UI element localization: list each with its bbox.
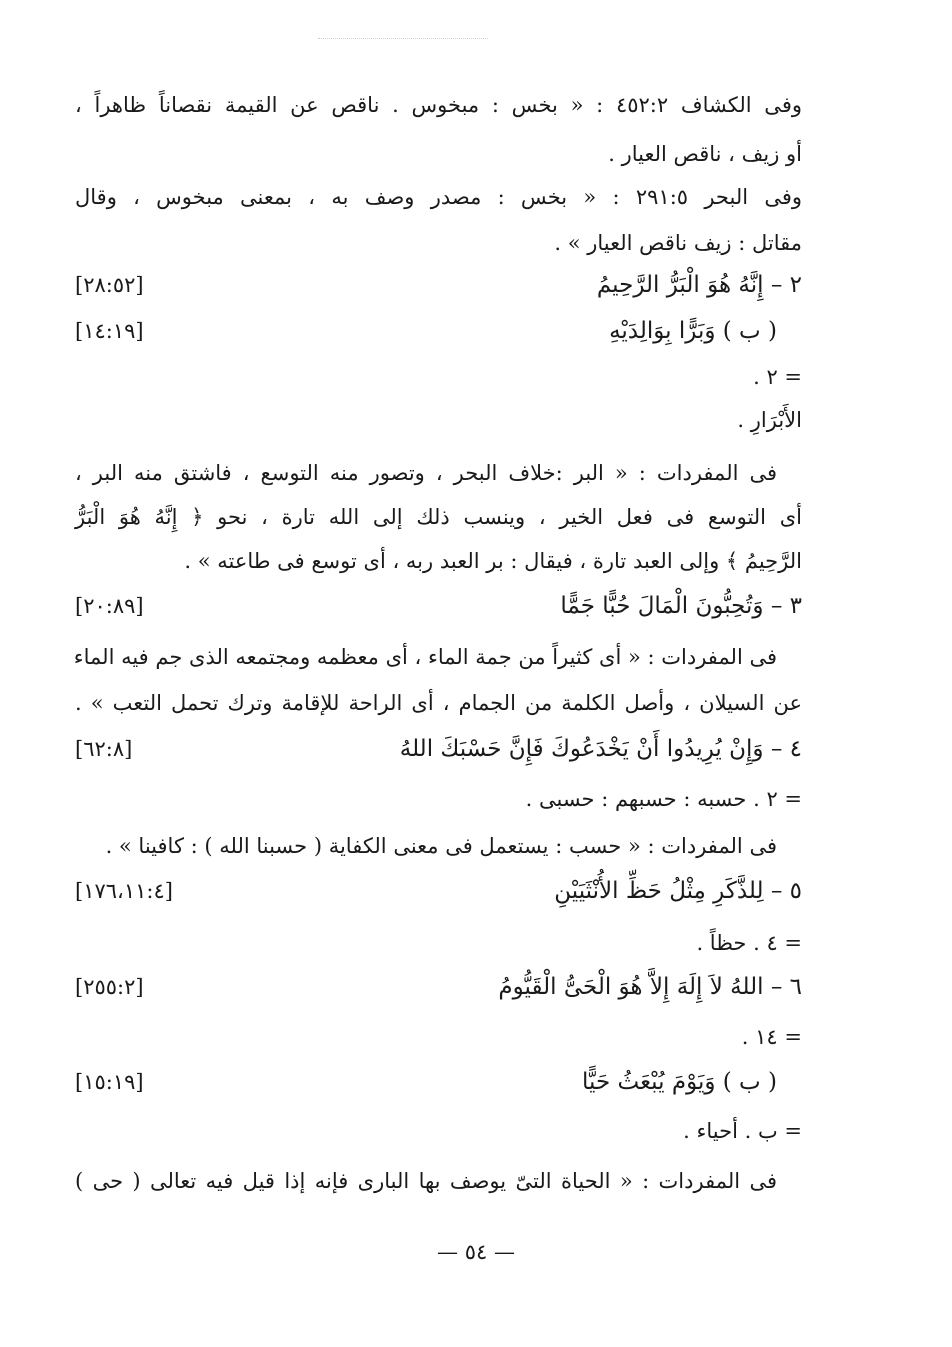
text-line: = ٤ . حظاً . <box>696 931 802 955</box>
verse-line: ٥ – لِلذَّكَرِ مِثْلُ حَظِّ الأُنْثَيَيْنِ <box>554 878 802 904</box>
verse-line: ٣ – وَتُحِبُّونَ الْمَالَ حُبًّا جَمًّا <box>560 593 802 619</box>
verse-line: ٦ – اللهُ لاَ إِلَهَ إِلاَّ هُوَ الْحَىُّ الْقَيُّومُ <box>498 974 802 1000</box>
text-line: أو زيف ، ناقص العيار . <box>608 142 802 166</box>
verse-reference: [٢٥٥:٢] <box>75 975 144 999</box>
verse-reference: [٦٢:٨] <box>75 737 133 761</box>
verse-reference: [١٤:١٩] <box>75 319 144 343</box>
text-line: = ب . أحياء . <box>683 1119 802 1143</box>
verse-reference: [١٧٦،١١:٤] <box>75 879 173 903</box>
text-line: فى المفردات : « حسب : يستعمل فى معنى الكفاية ( حسبنا الله ) : كافينا » . <box>105 834 777 858</box>
text-line: فى المفردات : « الحياة التىّ يوصف بها البارى فإنه إذا قيل فيه تعالى ( حى ) <box>75 1169 777 1193</box>
text-line: الأَبْرَارِ . <box>737 408 802 432</box>
verse-line: ٤ – وَإِنْ يُرِيدُوا أَنْ يَخْدَعُوكَ فَإِنَّ حَسْبَكَ اللهُ <box>399 736 802 762</box>
text-line: مقاتل : زيف ناقص العيار » . <box>554 231 802 255</box>
scan-mark <box>318 38 488 40</box>
verse-reference: [٢٨:٥٢] <box>75 273 144 297</box>
text-line: فى المفردات : « أى كثيراً من جمة الماء ، أى معظمه ومجتمعه الذى جم فيه الماء <box>73 645 777 669</box>
text-line: = ٢ . <box>753 365 802 389</box>
text-line: = ١٤ . <box>741 1025 802 1049</box>
text-line: = ٢ . حسبه : حسبهم : حسبى . <box>525 787 802 811</box>
text-line: فى المفردات : « البر :خلاف البحر ، وتصور منه التوسع ، فاشتق منه البر ، <box>75 461 777 485</box>
verse-line: ٢ – إِنَّهُ هُوَ الْبَرُّ الرَّحِيمُ <box>596 272 802 298</box>
text-line: عن السيلان ، وأصل الكلمة من الجمام ، أى الراحة للإقامة وترك تحمل التعب » . <box>75 691 802 715</box>
text-line: وفى البحر ٢٩١:٥ : « بخس : مصدر وصف به ، بمعنى مبخوس ، وقال <box>75 185 803 209</box>
page-number: — ٥٤ — <box>437 1240 515 1264</box>
verse-reference: [٢٠:٨٩] <box>75 594 144 618</box>
text-line: الرَّحِيمُ ﴾ وإلى العبد تارة ، فيقال : بر العبد ربه ، أى توسع فى طاعته » . <box>184 549 802 573</box>
verse-line: ( ب ) وَيَوْمَ يُبْعَثُ حَيًّا <box>582 1069 777 1095</box>
text-line: وفى الكشاف ٤٥٢:٢ : « بخس : مبخوس . ناقص عن القيمة نقصاناً ظاهراً ، <box>75 93 802 117</box>
verse-reference: [١٥:١٩] <box>75 1070 144 1094</box>
verse-line: ( ب ) وَبَرًّا بِوَالِدَيْهِ <box>609 318 777 344</box>
text-line: أى التوسع فى فعل الخير ، وينسب ذلك إلى الله تارة ، نحو ﴿ إِنَّهُ هُوَ الْبَرُّ <box>75 505 802 529</box>
